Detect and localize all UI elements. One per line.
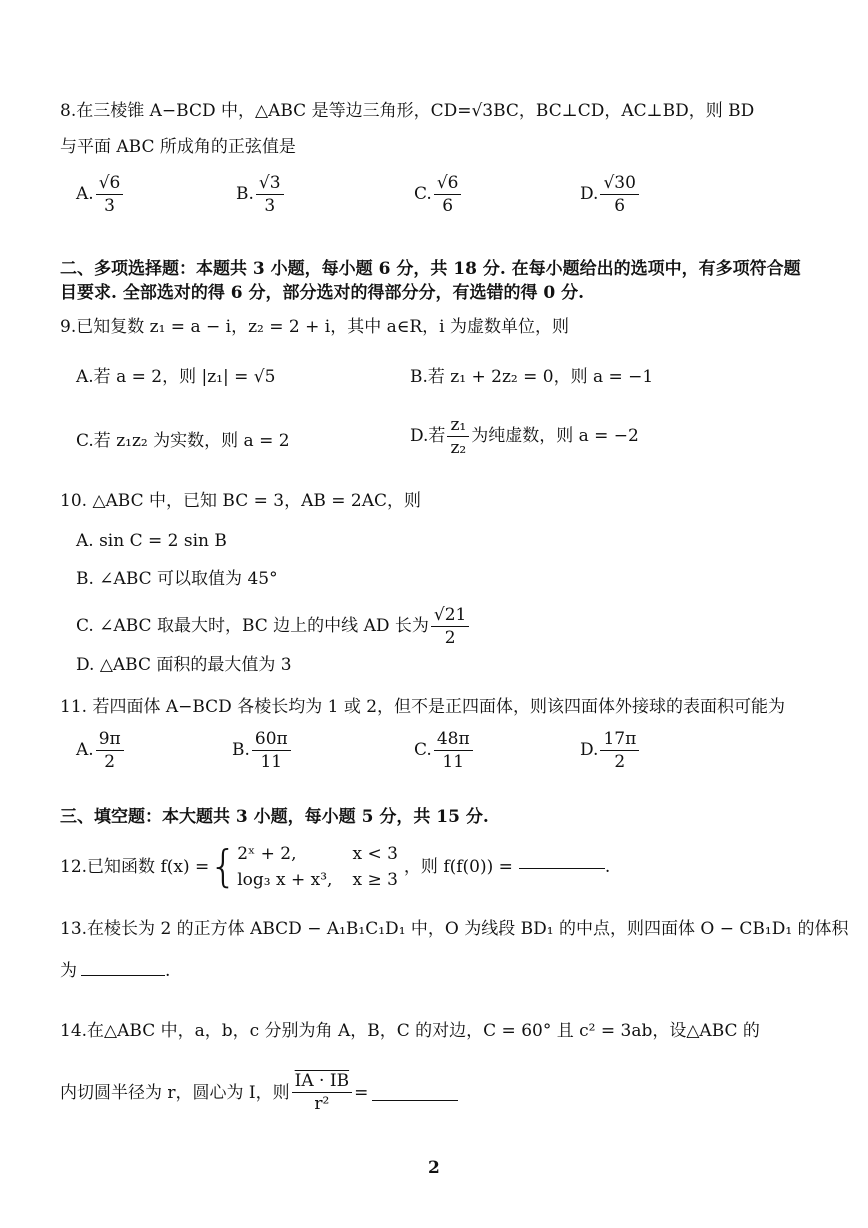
q11-option-c: C. $\frac{48\pi}{11}$ [414, 728, 475, 773]
q13-stem-line1: 13.在棱长为 2 的正方体 ABCD − A₁B₁C₁D₁ 中，O 为线段 BD₁ 的中点，则四面体 O − CB₁D₁ 的体积 [60, 919, 849, 939]
q8-stem-line1: 8.在三棱锥 A−BCD 中，△ABC 是等边三角形，CD=√3BC，BC⊥CD，AC⊥BD，则 BD [60, 101, 755, 121]
q11-option-d: D. $\frac{17\pi}{2}$ [580, 728, 641, 773]
q11-option-a: A. $\frac{9\pi}{2}$ [76, 728, 126, 773]
q12-case1-expr: 2ˣ + 2, [237, 844, 297, 864]
q12-answer-blank[interactable] [519, 866, 605, 869]
q10-option-d: D. △ABC 面积的最大值为 3 [76, 655, 292, 675]
q10-stem: 10. △ABC 中，已知 BC = 3，AB = 2AC，则 [60, 491, 422, 511]
q9-option-c: C.若 z₁z₂ 为实数，则 a = 2 [76, 431, 290, 451]
left-brace-icon: { [209, 841, 238, 892]
q12-case2-cond: x ≥ 3 [352, 870, 398, 890]
section2-heading-line1: 二、多项选择题：本题共 3 小题，每小题 6 分，共 18 分. 在每小题给出的选项中，有多项符合题 [60, 259, 801, 279]
q9-stem: 9.已知复数 z₁ = a − i，z₂ = 2 + i，其中 a∈R，i 为虚数单位，则 [60, 317, 569, 337]
q12-stem: 12.已知函数 f(x) = { 2ˣ + 2, log₃ x + x³, x < 3 x ≥ 3 ，则 f(f(0)) = . [60, 841, 611, 892]
q8-option-c: C. $\frac{√6}{6}$ [414, 172, 463, 217]
page-number: 2 [428, 1158, 440, 1178]
q12-case1-cond: x < 3 [352, 844, 398, 864]
q8-option-b: B. $\frac{√3}{3}$ [236, 172, 286, 217]
q10-option-c: C. ∠ABC 取最大时，BC 边上的中线 AD 长为 $\frac{√21}{2}$ [76, 604, 471, 649]
q8-option-a: A. $\frac{√6}{3}$ [76, 172, 125, 217]
q11-stem: 11. 若四面体 A−BCD 各棱长均为 1 或 2，但不是正四面体，则该四面体外接球的表面积可能为 [60, 697, 786, 717]
q14-fraction-den: r² [314, 1094, 330, 1114]
q9-option-b: B.若 z₁ + 2z₂ = 0，则 a = −1 [410, 367, 654, 387]
q12-case2-expr: log₃ x + x³, [237, 870, 333, 890]
q9-option-a: A.若 a = 2，则 |z₁| = √5 [76, 367, 276, 387]
q14-stem-line2: 内切圆半径为 r，圆心为 I，则 $\frac{IA \cdot IB}{\text{r²}}$ = [60, 1070, 458, 1115]
section3-heading: 三、填空题：本大题共 3 小题，每小题 5 分，共 15 分. [60, 807, 489, 827]
q13-stem-line2: 为 . [60, 961, 171, 981]
q13-answer-blank[interactable] [81, 973, 165, 976]
q14-fraction-num: IA · IB [292, 1070, 352, 1093]
q14-answer-blank[interactable] [372, 1098, 458, 1101]
q10-option-a: A. sin C = 2 sin B [76, 531, 227, 551]
q8-stem-line2: 与平面 ABC 所成角的正弦值是 [60, 137, 296, 157]
q14-stem-line1: 14.在△ABC 中，a，b，c 分别为角 A，B，C 的对边，C = 60° 且 c² = 3ab，设△ABC 的 [60, 1021, 760, 1041]
q10-option-b: B. ∠ABC 可以取值为 45° [76, 569, 278, 589]
q11-option-b: B. $\frac{60\pi}{11}$ [232, 728, 293, 773]
q9-option-d: D.若 $\frac{\text{z₁}}{\text{z₂}}$ 为纯虚数，则 a = −2 [410, 415, 639, 458]
section2-heading-line2: 目要求. 全部选对的得 6 分，部分选对的得部分分，有选错的得 0 分. [60, 283, 585, 303]
q8-option-d: D. $\frac{√30}{6}$ [580, 172, 641, 217]
